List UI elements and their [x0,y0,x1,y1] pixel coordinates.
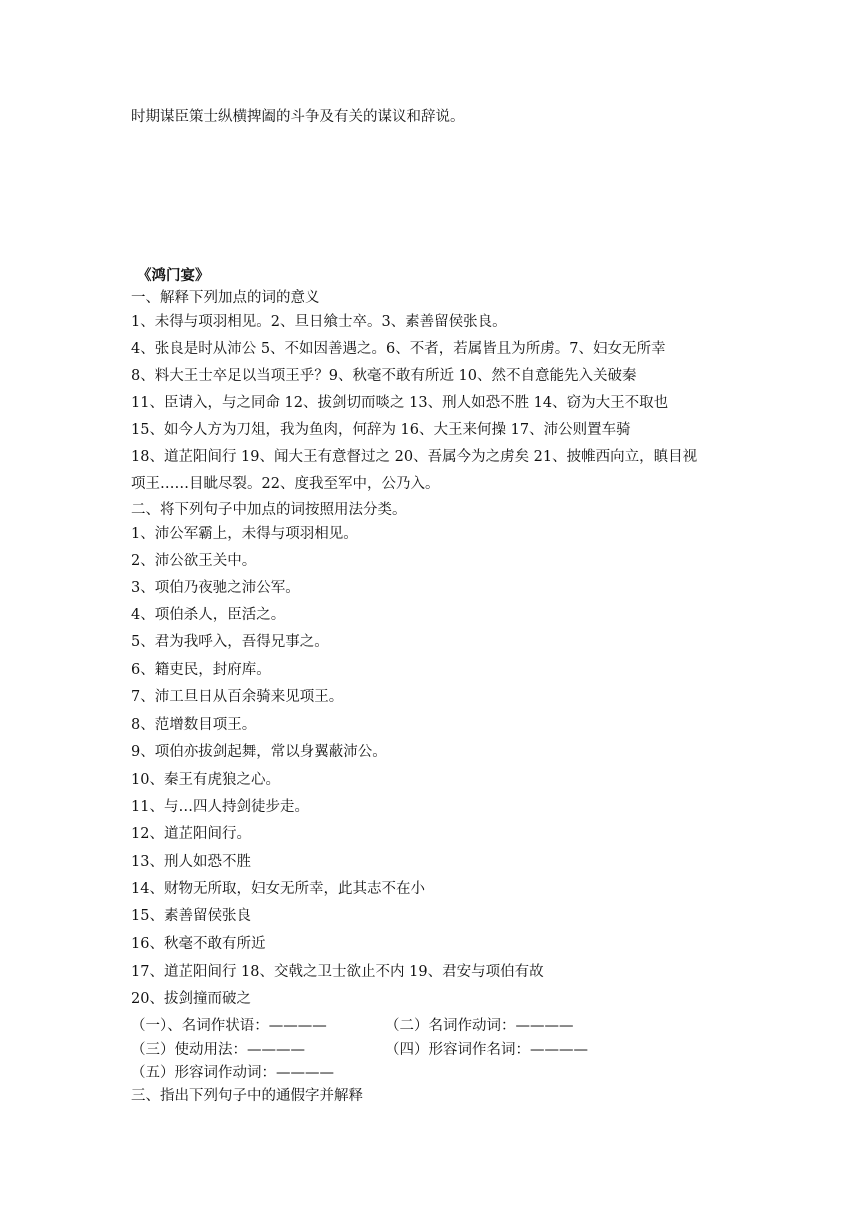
section2-line: 11、与…四人持剑徒步走。 [131,799,309,815]
section1-line: 项王……目眦尽裂。22、度我至军中，公乃入。 [131,476,440,492]
lesson-title: 《鸿门宴》 [137,267,210,284]
section1-line: 15、如今人方为刀俎，我为鱼肉，何辞为 16、大王来何操 17、沛公则置车骑 [131,422,631,438]
category-adjective-noun: （四）形容词作名词：———— [385,1042,588,1058]
section2-line: 9、项伯亦拔剑起舞，常以身翼蔽沛公。 [131,744,387,760]
section1-line: 8、料大王士卒足以当项王乎？9、秋毫不敢有所近 10、然不自意能先入关破秦 [131,368,637,384]
section2-line: 1、沛公军霸上，未得与项羽相见。 [131,526,358,542]
section2-heading: 二、将下列句子中加点的词按照用法分类。 [131,502,407,518]
section2-line: 17、道芷阳间行 18、交戟之卫士欲止不内 19、君安与项伯有故 [131,964,544,980]
category-noun-verb: （二）名词作动词：———— [385,1018,574,1034]
section1-line: 1、未得与项羽相见。2、旦日飨士卒。3、素善留侯张良。 [131,314,507,330]
category-noun-adverbial: （一）、名词作状语：———— [131,1018,327,1034]
section2-line: 15、素善留侯张良 [131,908,251,924]
section1-line: 18、道芷阳间行 19、闻大王有意督过之 20、吾属今为之虏矣 21、披帷西向立，瞋目视 [131,449,698,465]
section2-line: 14、财物无所取，妇女无所幸，此其志不在小 [131,881,425,897]
section2-line: 7、沛工旦日从百余骑来见项王。 [131,689,344,705]
category-causative: （三）使动用法：———— [131,1042,305,1058]
category-adjective-verb: （五）形容词作动词：———— [131,1065,334,1081]
section2-line: 3、项伯乃夜驰之沛公军。 [131,580,300,596]
section3-heading: 三、指出下列句子中的通假字并解释 [131,1088,363,1104]
section2-line: 2、沛公欲王关中。 [131,553,257,569]
section2-line: 5、君为我呼入，吾得兄事之。 [131,634,329,650]
section1-line: 4、张良是时从沛公 5、不如因善遇之。6、不者，若属皆且为所虏。7、妇女无所幸 [131,341,666,357]
section2-line: 12、道芷阳间行。 [131,826,251,842]
section2-line: 8、范增数目项王。 [131,717,257,733]
section2-line: 20、拔剑撞而破之 [131,991,251,1007]
section2-line: 16、秋毫不敢有所近 [131,936,266,952]
section2-line: 13、刑人如恐不胜 [131,854,251,870]
section2-line: 10、秦王有虎狼之心。 [131,772,280,788]
section1-line: 11、臣请入，与之同命 12、拔剑切而啖之 13、刑人如恐不胜 14、窃为大王不取也 [131,395,669,411]
section2-line: 6、籍吏民，封府库。 [131,662,271,678]
section2-line: 4、项伯杀人，臣活之。 [131,607,286,623]
intro-text-line: 时期谋臣策士纵横捭阖的斗争及有关的谋议和辞说。 [131,109,465,125]
section1-heading: 一、解释下列加点的词的意义 [131,290,320,306]
